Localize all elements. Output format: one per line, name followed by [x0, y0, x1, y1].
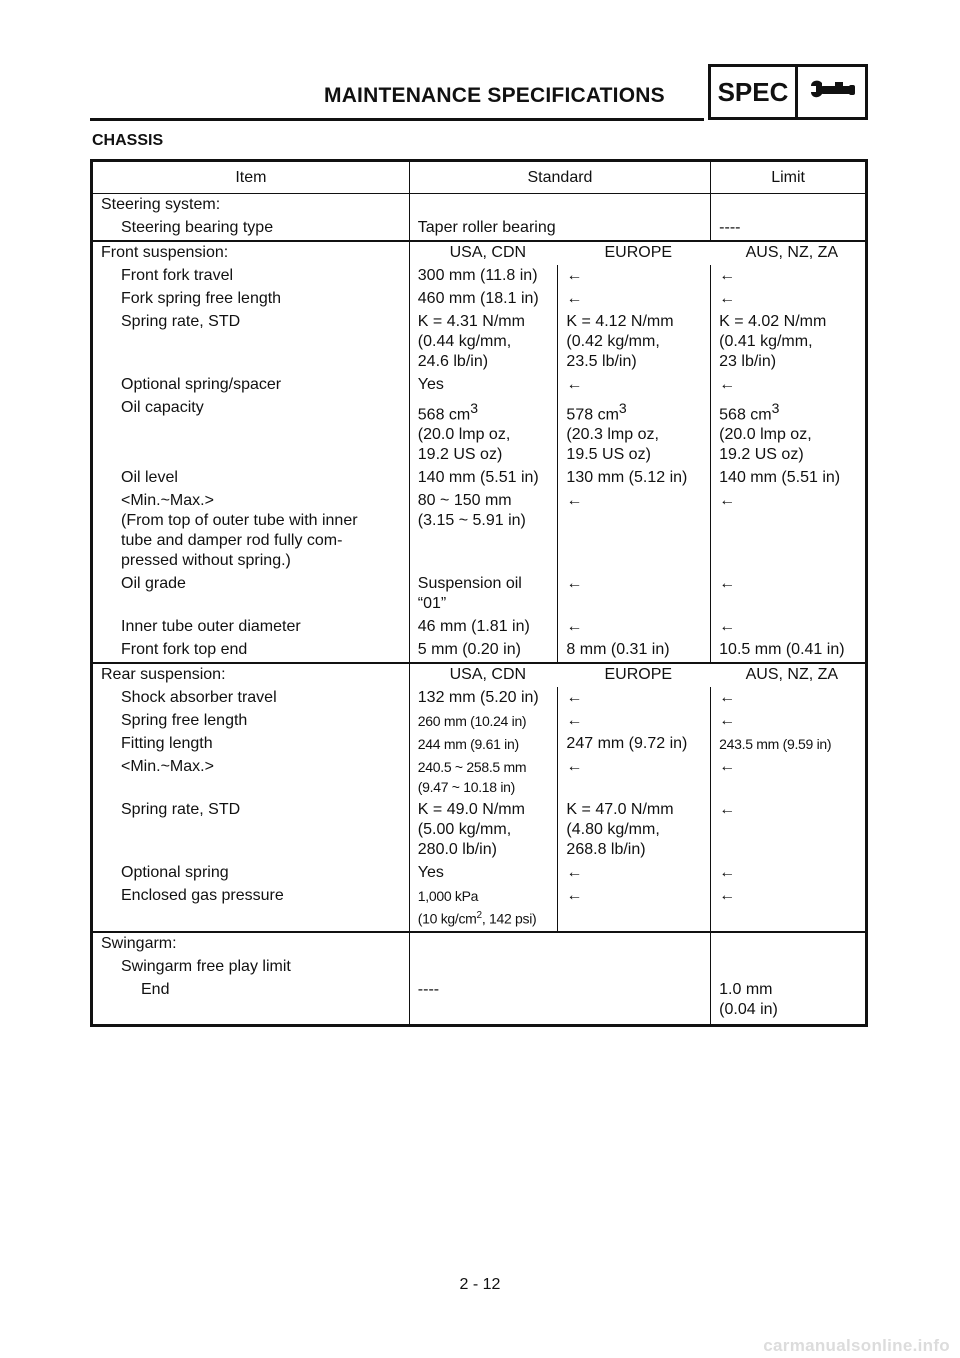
table-row — [92, 374, 867, 397]
value-cell: K = 4.02 N/mm (0.41 kg/mm, 23 lb/in) — [711, 311, 867, 374]
standard-value: ---- — [409, 979, 710, 1026]
value-cell: 240.5 ~ 258.5 mm (9.47 ~ 10.18 in) — [409, 756, 558, 799]
value-cell: 568 $cm^3$ (20.0 lmp oz, 19.2 US oz) — [409, 397, 558, 467]
same-as-left-arrow: ← — [558, 616, 711, 639]
value-cell: K = 4.12 N/mm (0.42 kg/mm, 23.5 lb/in) — [558, 311, 711, 374]
same-as-left-arrow: ← — [558, 756, 711, 799]
value-cell: Yes — [409, 374, 558, 397]
limit-value: ---- — [711, 217, 867, 241]
row-label: Oil capacity — [121, 399, 204, 416]
row-label: Swingarm free play limit — [121, 957, 291, 975]
table-row — [92, 687, 867, 710]
row-label: Shock absorber travel — [121, 689, 277, 707]
standard-value: Taper roller bearing — [409, 217, 710, 241]
row-label: Optional spring/spacer — [121, 376, 282, 393]
same-as-left-arrow: ← — [711, 710, 867, 733]
row-label: Optional spring — [121, 864, 229, 882]
value-cell: 247 mm (9.72 in) — [558, 733, 711, 756]
header-rule — [90, 118, 704, 121]
table-row — [92, 799, 867, 862]
row-label: Steering bearing type — [121, 219, 274, 236]
same-as-left-arrow: ← — [558, 687, 711, 710]
value-cell: 5 mm (0.20 in) — [409, 639, 558, 663]
table-row — [92, 288, 867, 311]
value-cell: 80 ~ 150 mm (3.15 ~ 5.91 in) — [409, 490, 558, 573]
same-as-left-arrow: ← — [711, 573, 867, 616]
value-cell: 1,000 kPa (10 $kg/cm^2$, 142 psi) — [409, 885, 558, 932]
group-label-rear-suspension: Rear suspension: — [92, 663, 410, 687]
value-cell: 578 $cm^3$ (20.3 lmp oz, 19.5 US oz) — [558, 397, 711, 467]
same-as-left-arrow: ← — [558, 490, 711, 573]
market-header: AUS, NZ, ZA — [711, 241, 867, 265]
same-as-left-arrow: ← — [558, 710, 711, 733]
value-cell: 46 mm (1.81 in) — [409, 616, 558, 639]
table-row — [92, 467, 867, 490]
table-row — [92, 885, 867, 932]
table-row — [92, 194, 867, 218]
value-cell: K = 47.0 N/mm (4.80 kg/mm, 268.8 lb/in) — [558, 799, 711, 862]
table-row — [92, 241, 867, 265]
row-label: Spring rate, STD — [121, 313, 241, 330]
section-title: CHASSIS — [92, 132, 164, 149]
table-row — [92, 756, 867, 799]
spec-badge-label: SPEC — [711, 67, 798, 117]
table-row — [92, 616, 867, 639]
value-cell: 300 mm (11.8 in) — [409, 265, 558, 288]
value-cell: 460 mm (18.1 in) — [409, 288, 558, 311]
market-header: EUROPE — [558, 241, 711, 265]
column-header-standard: Standard — [409, 161, 710, 194]
value-cell: Yes — [409, 862, 558, 885]
row-label: Enclosed gas pressure — [121, 887, 284, 905]
same-as-left-arrow: ← — [711, 490, 867, 573]
column-header-item: Item — [92, 161, 410, 194]
market-header: AUS, NZ, ZA — [711, 663, 867, 687]
row-label: Fitting length — [121, 735, 213, 753]
column-header-limit: Limit — [711, 161, 867, 194]
row-label: Spring rate, STD — [121, 801, 241, 819]
table-row — [92, 932, 867, 956]
row-label: Front fork travel — [121, 267, 234, 284]
same-as-left-arrow: ← — [558, 862, 711, 885]
value-cell: Suspension oil “01” — [409, 573, 558, 616]
value-cell: 568 $cm^3$ (20.0 lmp oz, 19.2 US oz) — [711, 397, 867, 467]
row-label: Fork spring free length — [121, 290, 282, 307]
table-row — [92, 862, 867, 885]
same-as-left-arrow: ← — [558, 885, 711, 932]
value-cell: K = 49.0 N/mm (5.00 kg/mm, 280.0 lb/in) — [409, 799, 558, 862]
row-label: Oil grade — [121, 575, 186, 593]
same-as-left-arrow: ← — [711, 799, 867, 862]
market-header: EUROPE — [558, 663, 711, 687]
group-label-front-suspension: Front suspension: — [92, 241, 410, 265]
value-cell: 130 mm (5.12 in) — [558, 467, 711, 490]
same-as-left-arrow: ← — [558, 573, 711, 616]
value-cell: 10.5 mm (0.41 in) — [711, 639, 867, 663]
row-label: Oil level — [121, 469, 178, 487]
group-label-swingarm: Swingarm: — [92, 932, 410, 956]
same-as-left-arrow: ← — [711, 616, 867, 639]
wrench-icon — [798, 67, 865, 117]
value-cell: 140 mm (5.51 in) — [711, 467, 867, 490]
watermark: carmanualsonline.info — [763, 1336, 950, 1355]
table-row — [92, 573, 867, 616]
value-cell: 244 mm (9.61 in) — [409, 733, 558, 756]
table-header-row — [92, 161, 867, 194]
table-row — [92, 265, 867, 288]
table-row — [92, 311, 867, 374]
table-row — [92, 397, 867, 467]
table-row — [92, 217, 867, 241]
row-label: Inner tube outer diameter — [121, 618, 301, 636]
value-cell: 243.5 mm (9.59 in) — [711, 733, 867, 756]
same-as-left-arrow: ← — [711, 756, 867, 799]
value-cell: 140 mm (5.51 in) — [409, 467, 558, 490]
same-as-left-arrow: ← — [711, 862, 867, 885]
row-label: <Min.~Max.> — [121, 758, 214, 776]
table-row — [92, 490, 867, 573]
value-cell: 132 mm (5.20 in) — [409, 687, 558, 710]
same-as-left-arrow: ← — [711, 265, 867, 288]
row-label: End — [141, 980, 170, 998]
same-as-left-arrow: ← — [711, 885, 867, 932]
row-label: Front fork top end — [121, 641, 248, 659]
same-as-left-arrow: ← — [711, 288, 867, 311]
market-header: USA, CDN — [409, 241, 558, 265]
row-label: Spring free length — [121, 712, 248, 730]
group-label-steering: Steering system: — [101, 196, 221, 213]
table-row — [92, 639, 867, 663]
chassis-spec-table — [90, 159, 868, 1027]
table-row — [92, 733, 867, 756]
page-header-title: MAINTENANCE SPECIFICATIONS — [324, 84, 665, 107]
table-row — [92, 663, 867, 687]
table-row — [92, 979, 867, 1026]
value-cell: 8 mm (0.31 in) — [558, 639, 711, 663]
row-label: <Min.~Max.> (From top of outer tube with inner tube and damper rod fully com- pressed without spring.) — [121, 492, 358, 570]
table-row — [92, 956, 867, 979]
same-as-left-arrow: ← — [558, 265, 711, 288]
value-cell: K = 4.31 N/mm (0.44 kg/mm, 24.6 lb/in) — [409, 311, 558, 374]
page-number: 2 - 12 — [459, 1276, 501, 1293]
same-as-left-arrow: ← — [711, 687, 867, 710]
table-row — [92, 710, 867, 733]
market-header: USA, CDN — [409, 663, 558, 687]
same-as-left-arrow: ← — [558, 288, 711, 311]
limit-value: 1.0 mm (0.04 in) — [711, 979, 867, 1026]
value-cell: 260 mm (10.24 in) — [409, 710, 558, 733]
same-as-left-arrow: ← — [558, 374, 711, 397]
spec-badge — [708, 64, 868, 120]
same-as-left-arrow: ← — [711, 374, 867, 397]
